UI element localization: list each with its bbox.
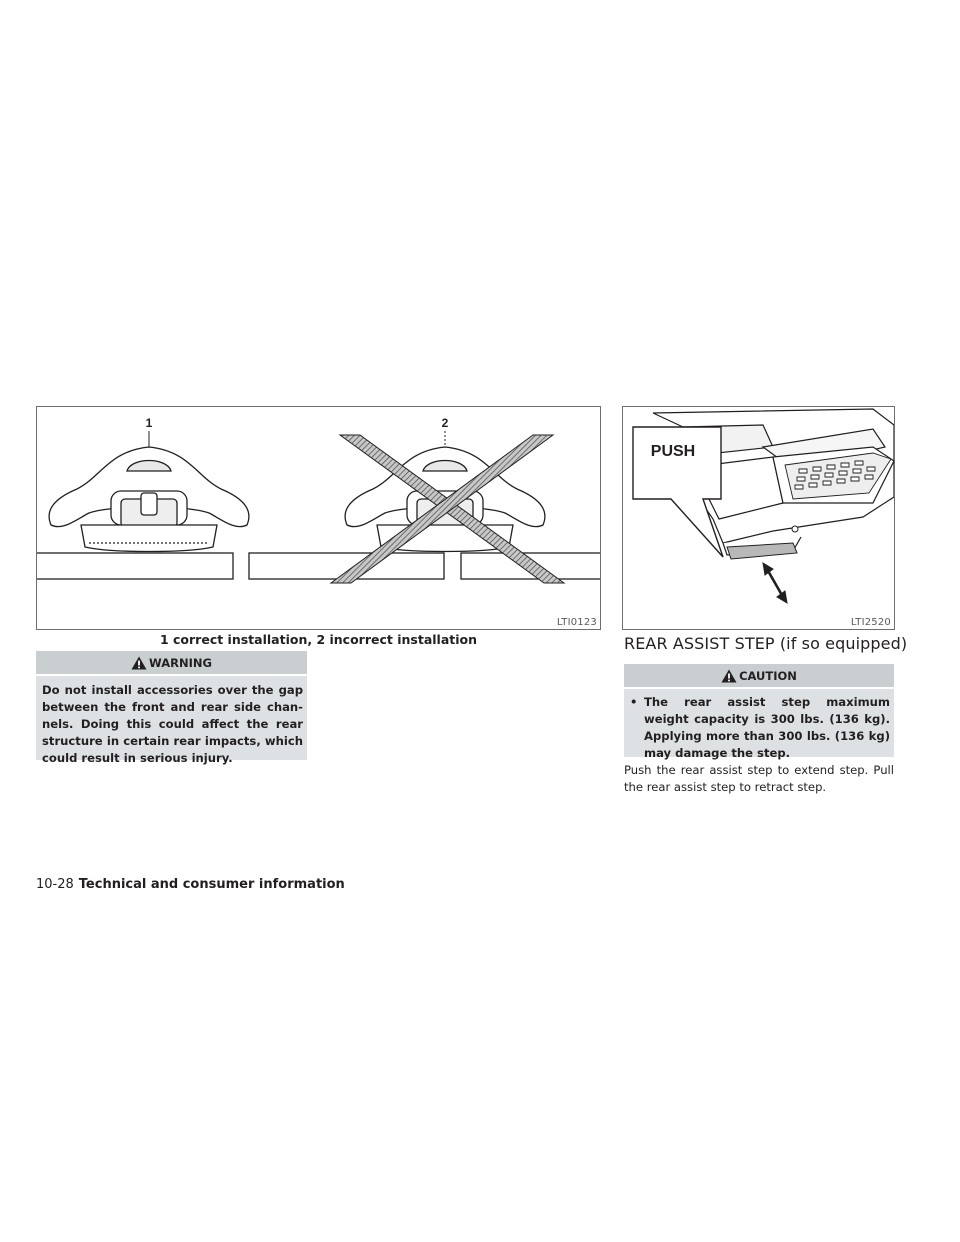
warning-text: Do not install accessories over the gap between the front and rear side chan- nels. Doing this could affect the rear structure in certain rear impacts, which could result in serious injury.	[42, 683, 303, 765]
page-number: 10-28	[36, 877, 74, 892]
warning-title: WARNING	[149, 655, 212, 670]
warning-triangle-icon	[131, 656, 147, 670]
page-footer	[36, 877, 345, 892]
figure-code: LTI2520	[850, 617, 891, 628]
figure-caption: 1 correct installation, 2 incorrect installation	[159, 632, 478, 647]
caution-body	[624, 689, 894, 760]
warning-triangle-icon	[721, 669, 737, 683]
section-title: REAR ASSIST STEP (if so equipped)	[624, 634, 908, 653]
caution-list-item	[630, 694, 890, 762]
push-arrow-icon	[763, 563, 787, 603]
tie-down-correct	[49, 447, 249, 552]
caution-header	[624, 664, 894, 687]
figure-code: LTI0123	[556, 617, 597, 628]
installation-illustration	[37, 407, 600, 629]
figure-installation	[36, 406, 601, 630]
body-paragraph: Push the rear assist step to extend step. Pull the rear assist step to retract step.	[624, 763, 894, 794]
figure-rear-assist-step	[622, 406, 895, 630]
rear-step-illustration	[623, 407, 894, 629]
caution-text: The rear assist step maximum weight capacity is 300 lbs. (136 kg). Applying more than 300 lbs. (136 kg) may damage the step.	[644, 695, 890, 760]
chapter-title: Technical and consumer information	[78, 877, 345, 892]
figure-label-1: 1	[145, 416, 153, 430]
push-label: PUSH	[650, 443, 696, 460]
figure-label-2: 2	[441, 416, 449, 430]
bullet: •	[630, 695, 638, 709]
caution-title: CAUTION	[739, 668, 797, 683]
warning-body	[36, 676, 307, 765]
warning-header	[36, 651, 307, 674]
